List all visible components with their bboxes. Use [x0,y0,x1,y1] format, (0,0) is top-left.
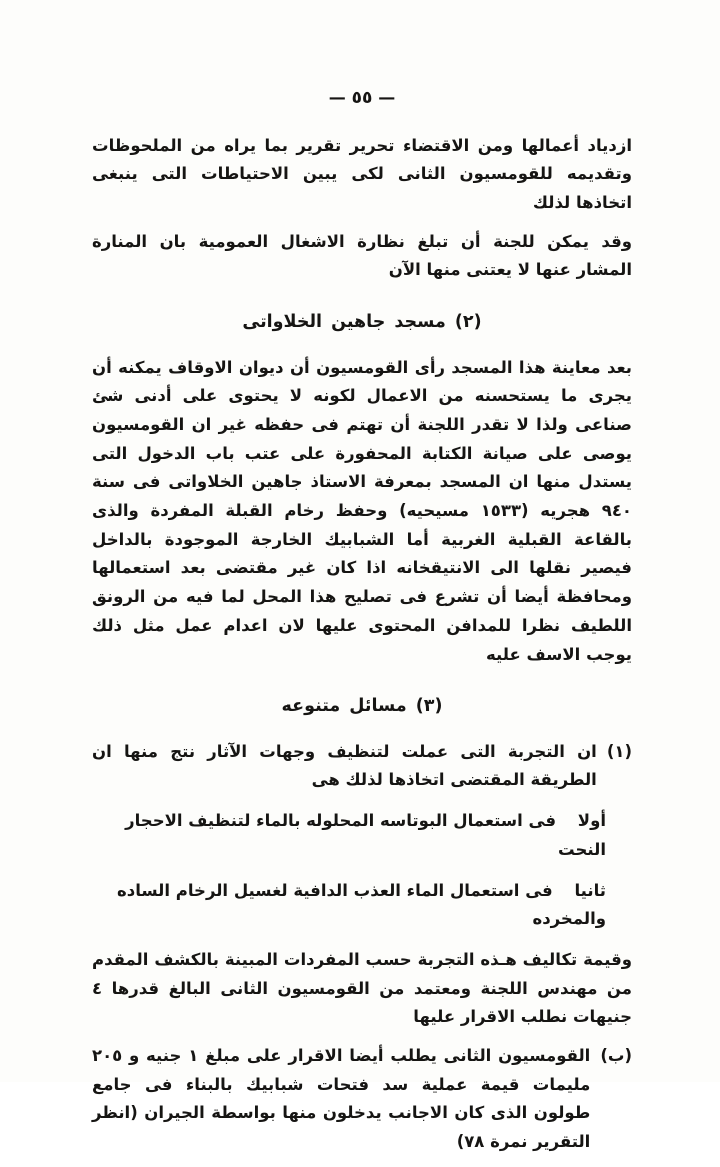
sub-item-second-text: فى استعمال الماء العذب الدافية لغسيل الرخام الساده والمخرده [116,880,606,929]
list-item-1-text: ان التجربة التى عملت لتنظيف وجهات الآثار نتج منها ان الطريقة المقتضى اتخاذها لذلك هى [92,741,597,790]
sub-item-second [92,877,632,934]
list-item-b-text: القومسيون الثانى يطلب أيضا الاقرار على مبلغ ١ جنيه و ٢٠٥ مليمات قيمة عملية سد فتحات شبابيك بالبناء فى جامع طولون الذى كان الاجانب يدخلون منها بواسطة الجيران (انظر التقرير نمرة ٧٨) [92,1046,591,1152]
paragraph-minaret: وقد يمكن للجنة أن تبلغ نظارة الاشغال العمومية بان المنارة المشار عنها لا يعتنى منها الآن [92,231,632,280]
sub-item-first [92,807,632,864]
sub-item-first-marker: أولا [577,811,606,831]
page-number: — ٥٥ — [328,88,396,108]
section-heading-mosque: (٢) مسجد جاهين الخلاواتى [242,312,482,333]
sub-item-second-marker: ثانيا [574,880,606,900]
paragraph-intro: ازدياد أعمالها ومن الاقتضاء تحرير تقرير بما يراه من الملحوظات وتقديمه للقومسيون الثانى لكى يبين الاحتياطات التى ينبغى اتخاذها لذلك [92,135,632,212]
page-content [92,84,632,1167]
list-item-b [92,1042,632,1157]
list-item-b-marker: (ب) [600,1046,632,1066]
list-item-1-marker: (١) [606,741,632,761]
section-heading-miscellaneous: (٣) مسائل متنوعه [281,696,443,717]
list-item-1 [92,738,632,795]
paragraph-mosque-report: بعد معاينة هذا المسجد رأى القومسيون أن ديوان الاوقاف يمكنه أن يجرى ما يستحسنه من الاعمال لكونه لا يحتوى على أدنى شئ صناعى ولذا لا تقدر اللجنة أن تهتم فى حفظه غير ان القومسيون يوصى على صيانة الكتابة المحفورة على عتب باب الدخول التى يستدل منها ان المسجد بمعرفة الاستاذ جاهين الخلاواتى فى سنة ٩٤٠ هجريه (١٥٣٣ مسيحيه) وحفظ رخام القبلة المفردة والذى بالقاعة القبلية الغربية أما الشبابيك الخارجة الموجودة بالداخل فيصير نقلها الى الانتيقخانه اذا كان غير مقتضى بعد استعمالها ومحافظة أيضا أن تشرع فى تصليح هذا المحل لما فيه من الرونق اللطيف نظرا للمدافن المحتوى عليها لان اعدام عمل مثل ذلك يوجب الاسف عليه [92,357,632,664]
paragraph-cost: وقيمة تكاليف هـذه التجربة حسب المفردات المبينة بالكشف المقدم من مهندس اللجنة ومعتمد من القومسيون الثانى البالغ قدرها ٤ جنيهات نطلب الاقرار عليها [92,949,632,1027]
sub-item-first-text: فى استعمال البوتاسه المحلوله بالماء لتنظيف الاحجار النحت [125,811,606,859]
